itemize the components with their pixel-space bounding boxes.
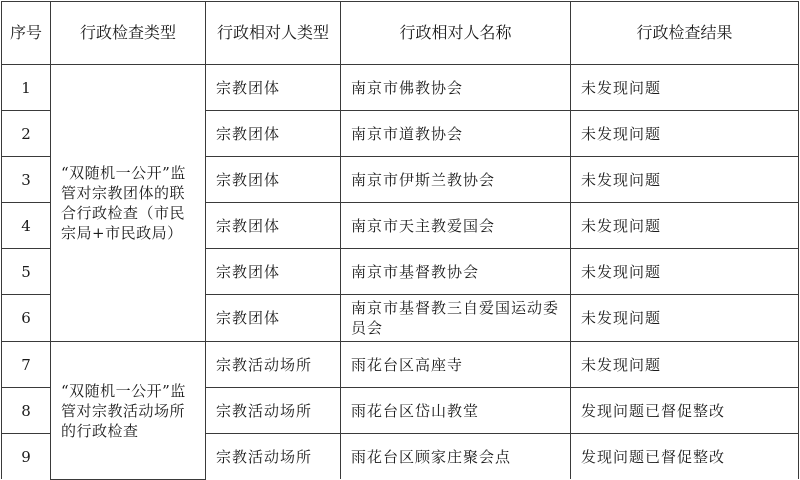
result-cell: 未发现问题 xyxy=(571,249,799,295)
party-type-cell: 宗教团体 xyxy=(206,249,341,295)
party-name-cell: 南京市伊斯兰教协会 xyxy=(341,157,571,203)
party-type-cell: 宗教活动场所 xyxy=(206,434,341,480)
row-index: 5 xyxy=(2,249,51,295)
party-name-cell: 雨花台区岱山教堂 xyxy=(341,388,571,434)
result-cell: 未发现问题 xyxy=(571,111,799,157)
result-cell: 发现问题已督促整改 xyxy=(571,434,799,480)
party-name-cell: 雨花台区顾家庄聚会点 xyxy=(341,434,571,480)
row-index: 4 xyxy=(2,203,51,249)
party-type-cell: 宗教团体 xyxy=(206,157,341,203)
result-cell: 发现问题已督促整改 xyxy=(571,388,799,434)
party-name-cell: 南京市佛教协会 xyxy=(341,65,571,111)
header-index: 序号 xyxy=(2,2,51,65)
table-row xyxy=(2,65,799,111)
row-index: 7 xyxy=(2,342,51,388)
inspection-table xyxy=(1,1,799,480)
result-cell: 未发现问题 xyxy=(571,295,799,342)
row-index: 3 xyxy=(2,157,51,203)
header-check-type: 行政检查类型 xyxy=(51,2,206,65)
check-type-cell: “双随机一公开”监管对宗教团体的联合行政检查（市民宗局+市民政局） xyxy=(51,65,206,342)
party-type-cell: 宗教团体 xyxy=(206,295,341,342)
party-name-cell: 南京市基督教三自爱国运动委员会 xyxy=(341,295,571,342)
party-name-cell: 南京市基督教协会 xyxy=(341,249,571,295)
party-type-cell: 宗教团体 xyxy=(206,111,341,157)
party-type-cell: 宗教活动场所 xyxy=(206,342,341,388)
party-name-cell: 雨花台区高座寺 xyxy=(341,342,571,388)
row-index: 2 xyxy=(2,111,51,157)
header-party-name: 行政相对人名称 xyxy=(341,2,571,65)
header-party-type: 行政相对人类型 xyxy=(206,2,341,65)
row-index: 1 xyxy=(2,65,51,111)
party-type-cell: 宗教团体 xyxy=(206,65,341,111)
result-cell: 未发现问题 xyxy=(571,65,799,111)
result-cell: 未发现问题 xyxy=(571,342,799,388)
header-result: 行政检查结果 xyxy=(571,2,799,65)
row-index: 9 xyxy=(2,434,51,480)
party-name-cell: 南京市道教协会 xyxy=(341,111,571,157)
check-type-cell: “双随机一公开”监管对宗教活动场所的行政检查 xyxy=(51,342,206,480)
table-header-row xyxy=(2,2,799,65)
result-cell: 未发现问题 xyxy=(571,203,799,249)
table-row xyxy=(2,342,799,388)
row-index: 6 xyxy=(2,295,51,342)
party-type-cell: 宗教团体 xyxy=(206,203,341,249)
party-name-cell: 南京市天主教爱国会 xyxy=(341,203,571,249)
row-index: 8 xyxy=(2,388,51,434)
party-type-cell: 宗教活动场所 xyxy=(206,388,341,434)
result-cell: 未发现问题 xyxy=(571,157,799,203)
